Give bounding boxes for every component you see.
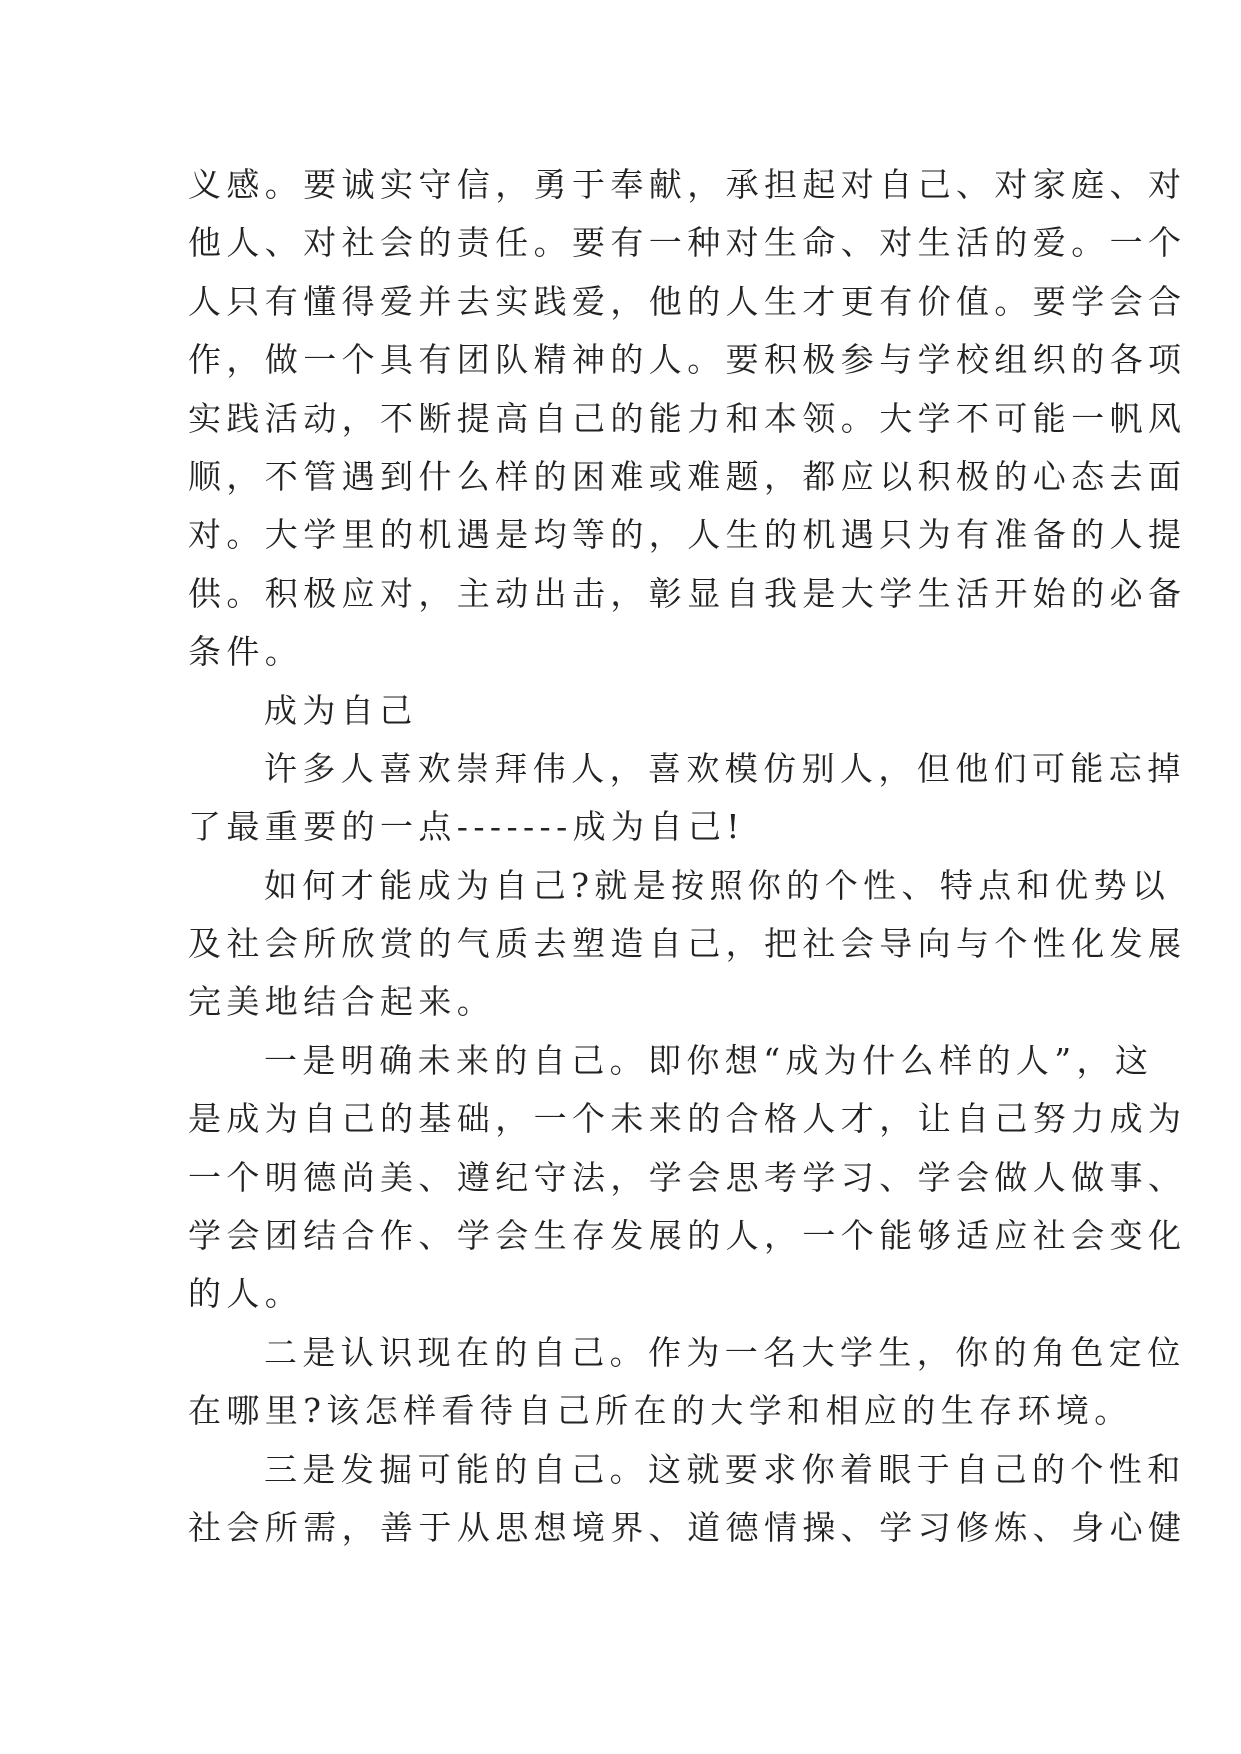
text-line: 如何才能成为自己?就是按照你的个性、特点和优势以: [264, 865, 1171, 905]
text-line: 顺，不管遇到什么样的困难或难题，都应以积极的心态去面: [188, 456, 1187, 496]
text-line: 一是明确未来的自己。即你想“成为什么样的人”，这: [264, 1040, 1154, 1080]
section-heading: 成为自己: [264, 690, 418, 730]
text-line: 的人。: [188, 1274, 304, 1314]
text-line: 作，做一个具有团队精神的人。要积极参与学校组织的各项: [188, 340, 1187, 380]
text-line: 实践活动，不断提高自己的能力和本领。大学不可能一帆风: [188, 398, 1187, 438]
text-line: 二是认识现在的自己。作为一名大学生，你的角色定位: [264, 1332, 1186, 1372]
document-body: [188, 156, 1187, 1557]
text-line: 人只有懂得爱并去实践爱，他的人生才更有价值。要学会合: [188, 281, 1187, 321]
text-line: 及社会所欣赏的气质去塑造自己，把社会导向与个性化发展: [188, 924, 1187, 964]
text-line: 三是发掘可能的自己。这就要求你着眼于自己的个性和: [264, 1449, 1186, 1489]
text-line: 供。积极应对，主动出击，彰显自我是大学生活开始的必备: [188, 573, 1187, 613]
text-line: 了最重要的一点-------成为自己!: [188, 807, 745, 847]
text-line: 他人、对社会的责任。要有一种对生命、对生活的爱。一个: [188, 223, 1187, 263]
text-line: 对。大学里的机遇是均等的，人生的机遇只为有准备的人提: [188, 515, 1187, 555]
text-line: 完美地结合起来。: [188, 982, 496, 1022]
text-line: 是成为自己的基础，一个未来的合格人才，让自己努力成为: [188, 1099, 1187, 1139]
text-line: 一个明德尚美、遵纪守法，学会思考学习、学会做人做事、: [188, 1157, 1187, 1197]
text-line: 在哪里?该怎样看待自己所在的大学和相应的生存环境。: [188, 1391, 1133, 1431]
text-line: 社会所需，善于从思想境界、道德情操、学习修炼、身心健: [188, 1507, 1187, 1547]
text-line: 条件。: [188, 632, 304, 672]
text-line: 义感。要诚实守信，勇于奉献，承担起对自己、对家庭、对: [188, 165, 1187, 204]
text-line: 许多人喜欢崇拜伟人，喜欢模仿别人，但他们可能忘掉: [264, 748, 1186, 788]
text-line: 学会团结合作、学会生存发展的人，一个能够适应社会变化: [188, 1216, 1187, 1256]
